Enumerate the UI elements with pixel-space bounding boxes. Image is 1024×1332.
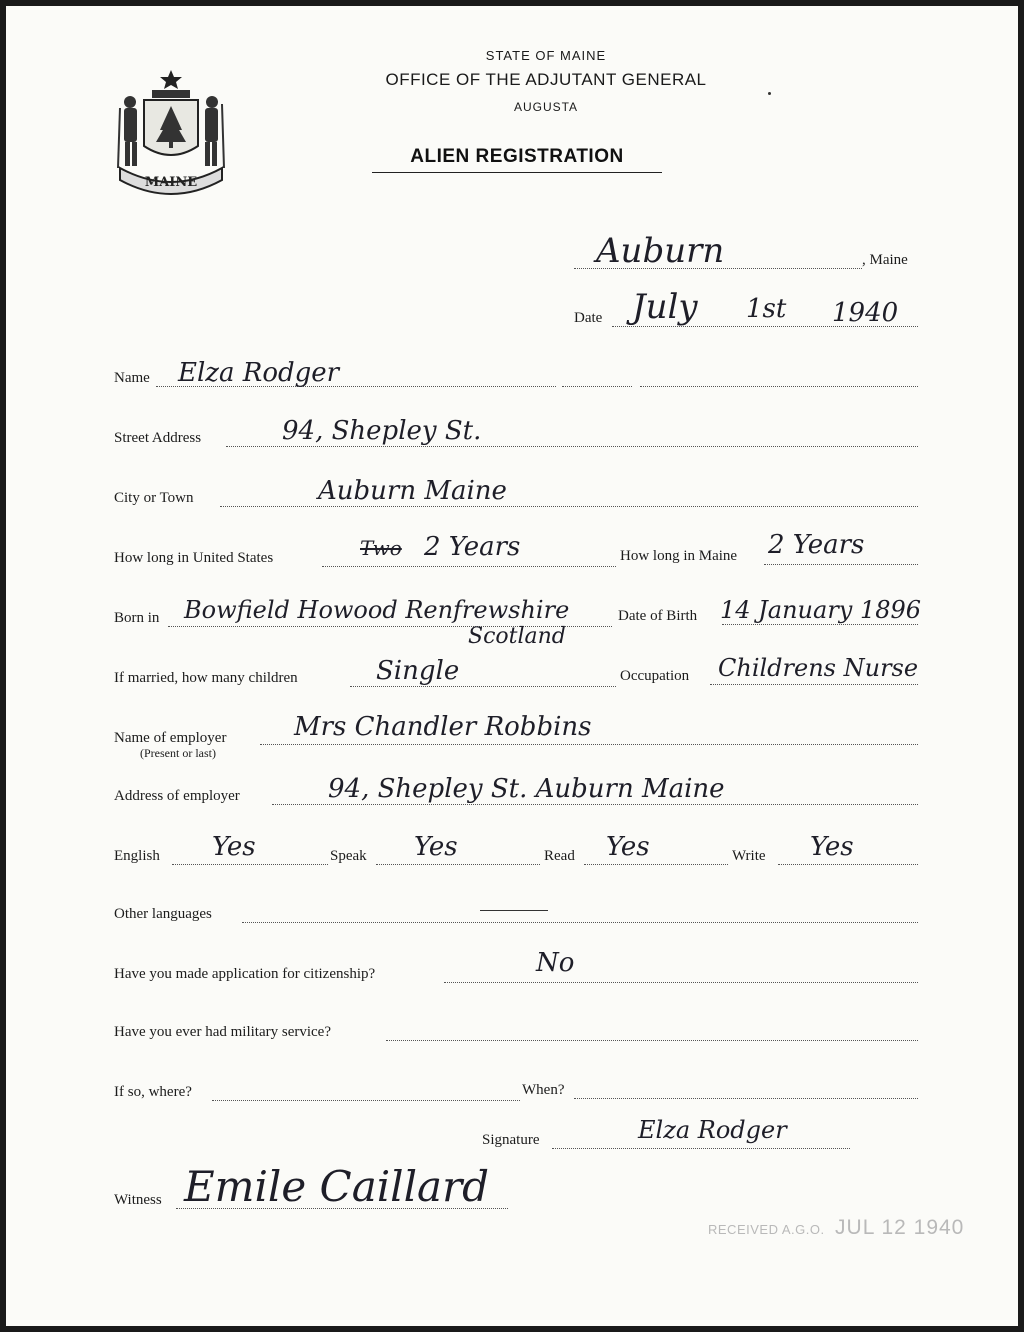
dob-label: Date of Birth bbox=[618, 608, 698, 624]
city-label: City or Town bbox=[114, 490, 194, 506]
occupation-value: Childrens Nurse bbox=[718, 654, 919, 682]
us-years-value: 2 Years bbox=[424, 532, 521, 562]
street-value: 94, Shepley St. bbox=[282, 416, 482, 446]
date-year-value: 1940 bbox=[832, 298, 899, 328]
employer-address-label: Address of employer bbox=[114, 788, 240, 804]
date-label: Date bbox=[574, 310, 603, 326]
dob-value: 14 January 1896 bbox=[720, 596, 922, 624]
stamp-date-text: JUL 12 1940 bbox=[835, 1216, 965, 1239]
date-day-value: 1st bbox=[746, 294, 787, 324]
place-suffix-label: , Maine bbox=[862, 252, 908, 268]
employer-value: Mrs Chandler Robbins bbox=[294, 712, 592, 742]
form-title: ALIEN REGISTRATION bbox=[372, 146, 662, 173]
header-office: OFFICE OF THE ADJUTANT GENERAL bbox=[385, 70, 707, 89]
ink-speck bbox=[768, 92, 771, 95]
maine-years-value: 2 Years bbox=[768, 530, 865, 560]
write-label: Write bbox=[732, 848, 766, 864]
employer-sublabel: (Present or last) bbox=[140, 746, 216, 760]
employer-label: Name of employer bbox=[114, 730, 227, 746]
write-value: Yes bbox=[810, 832, 854, 862]
seal-label: MAINE bbox=[144, 175, 198, 190]
citizenship-label: Have you made application for citizenship? bbox=[114, 966, 376, 982]
where-label: If so, where? bbox=[114, 1084, 192, 1100]
signature-label: Signature bbox=[482, 1132, 540, 1148]
witness-label: Witness bbox=[114, 1192, 162, 1208]
witness-value: Emile Caillard bbox=[184, 1162, 490, 1211]
other-languages-label: Other languages bbox=[114, 906, 212, 922]
stamp-received-text: RECEIVED A.G.O. bbox=[708, 1222, 825, 1237]
received-stamp bbox=[708, 1216, 964, 1240]
name-label: Name bbox=[114, 370, 150, 386]
registration-form bbox=[6, 6, 1018, 1326]
us-label: How long in United States bbox=[114, 550, 274, 566]
speak-label: Speak bbox=[330, 848, 367, 864]
other-languages-dash bbox=[480, 910, 548, 911]
citizenship-value: No bbox=[536, 948, 575, 978]
employer-address-value: 94, Shepley St. Auburn Maine bbox=[328, 774, 725, 804]
place-value: Auburn bbox=[596, 231, 725, 271]
name-value: Elza Rodger bbox=[178, 358, 340, 388]
when-label: When? bbox=[522, 1082, 565, 1098]
born-country-value: Scotland bbox=[468, 624, 566, 649]
us-struck-value: Two bbox=[360, 536, 402, 560]
maine-state-seal-icon bbox=[114, 68, 228, 198]
children-value: Single bbox=[376, 656, 460, 686]
header-state: STATE OF MAINE bbox=[485, 48, 607, 63]
read-value: Yes bbox=[606, 832, 650, 862]
english-value: Yes bbox=[212, 832, 256, 862]
military-label: Have you ever had military service? bbox=[114, 1024, 331, 1040]
born-label: Born in bbox=[114, 610, 160, 626]
signature-value: Elza Rodger bbox=[638, 1116, 787, 1144]
street-label: Street Address bbox=[114, 430, 202, 446]
header-city: AUGUSTA bbox=[513, 100, 579, 114]
read-label: Read bbox=[544, 848, 575, 864]
city-value: Auburn Maine bbox=[318, 476, 507, 506]
date-month-value: July bbox=[632, 287, 698, 327]
children-label: If married, how many children bbox=[114, 670, 298, 686]
english-label: English bbox=[114, 848, 160, 864]
speak-value: Yes bbox=[414, 832, 458, 862]
maine-label: How long in Maine bbox=[620, 548, 738, 564]
occupation-label: Occupation bbox=[620, 668, 690, 684]
born-value: Bowfield Howood Renfrewshire bbox=[184, 596, 570, 624]
